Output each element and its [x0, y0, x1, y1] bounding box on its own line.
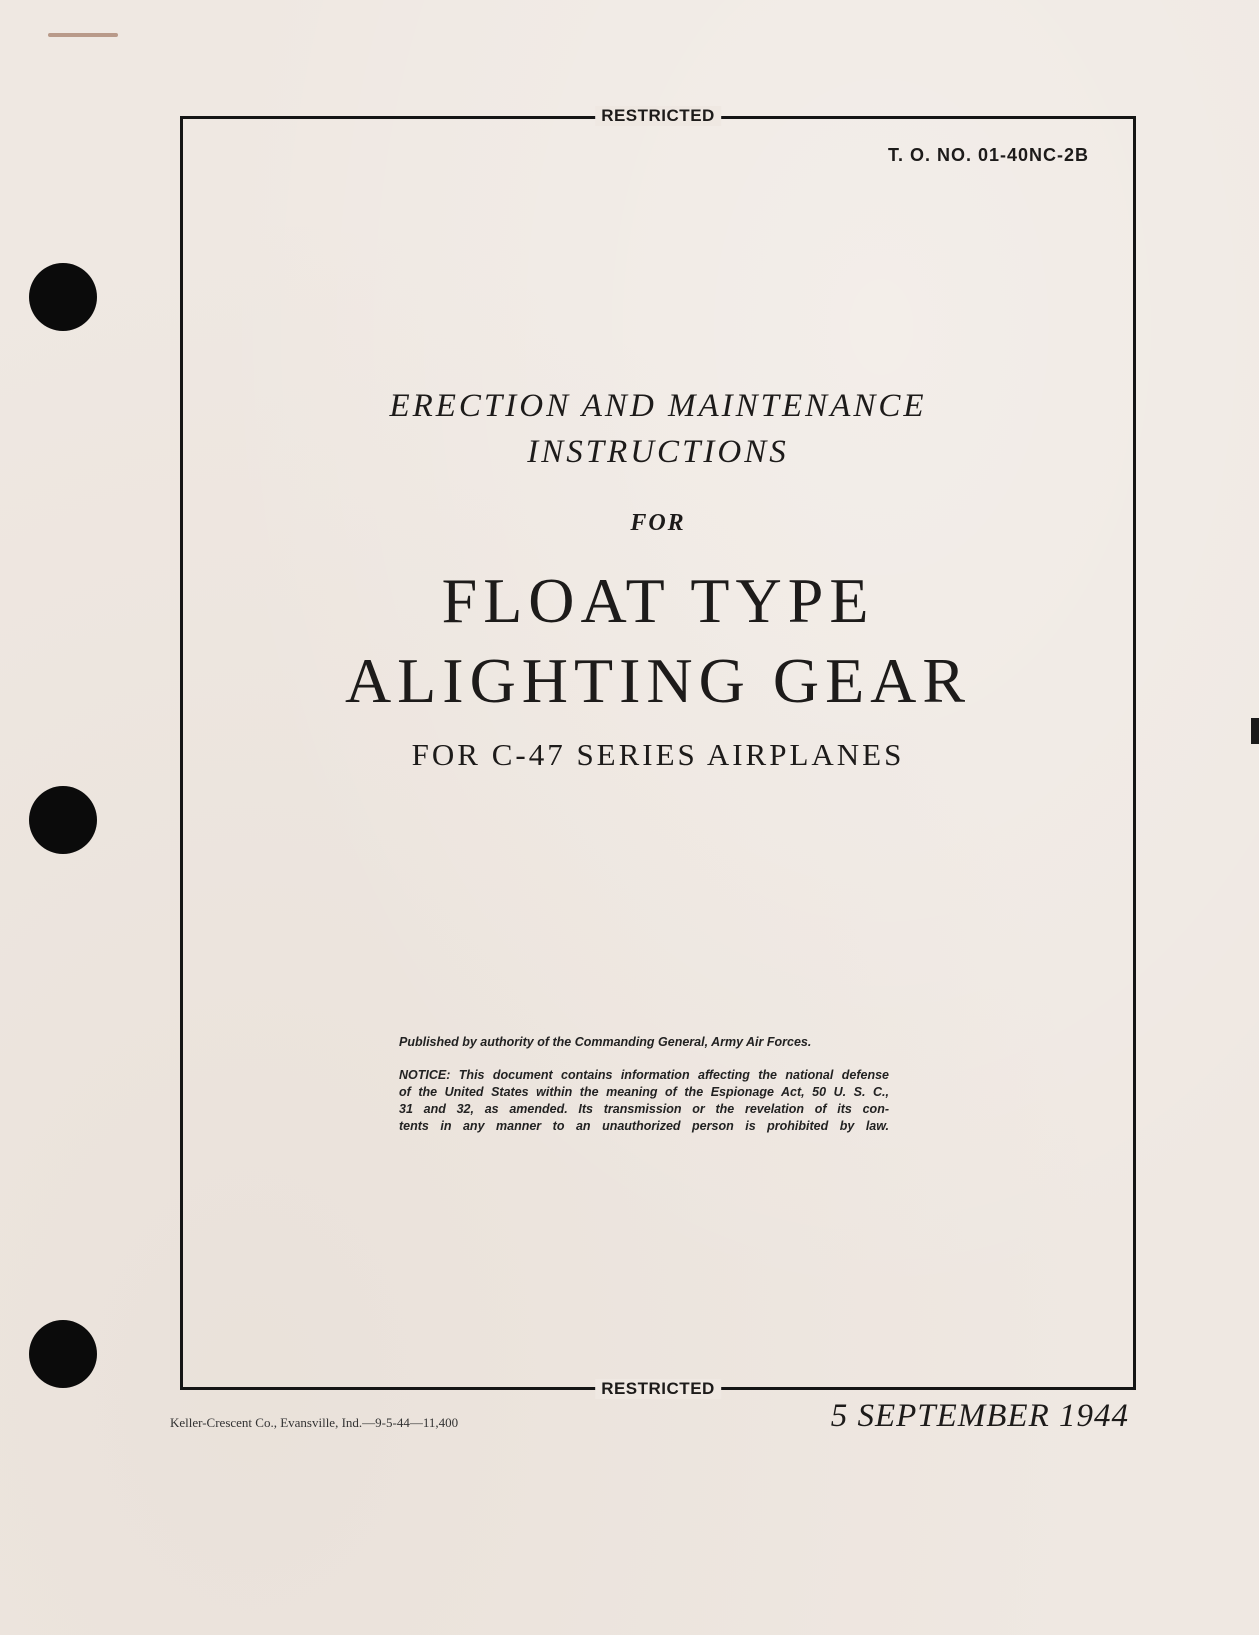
subtitle: FOR C-47 SERIES AIRPLANES [411, 737, 905, 772]
title-line-2: ALIGHTING GEAR [344, 645, 972, 716]
punch-hole-top [29, 263, 97, 331]
restricted-label-top: RESTRICTED [595, 106, 721, 126]
notice-line: of the United States within the meaning of the Espionage Act, 50 U. S. C., [399, 1085, 889, 1099]
punch-hole-middle [29, 786, 97, 854]
heading-for: FOR [630, 510, 686, 536]
title-line-1: FLOAT TYPE [441, 565, 875, 636]
notice-line: tents in any manner to an unauthorized person is prohibited by law. [399, 1119, 889, 1133]
heading-line-1: ERECTION AND MAINTENANCE [389, 388, 927, 424]
technical-order-number: T. O. NO. 01-40NC-2B [887, 145, 1089, 165]
punch-hole-bottom [29, 1320, 97, 1388]
published-authority: Published by authority of the Commanding General, Army Air Forces. [399, 1035, 812, 1049]
restricted-label-bottom: RESTRICTED [595, 1379, 721, 1399]
notice-text [399, 1067, 889, 1135]
notice-block [399, 1034, 889, 1135]
publication-date: 5 SEPTEMBER 1944 [830, 1398, 1129, 1434]
notice-line: 31 and 32, as amended. Its transmission or the revelation of its con- [399, 1102, 889, 1116]
notice-line: NOTICE: This document contains information affecting the national defense [399, 1068, 889, 1082]
edge-mark [1251, 718, 1259, 744]
cover-frame [180, 106, 1136, 1398]
heading-line-2: INSTRUCTIONS [527, 434, 789, 470]
paper-stain [48, 33, 118, 37]
printer-imprint: Keller-Crescent Co., Evansville, Ind.—9-5-44—11,400 [170, 1415, 459, 1430]
